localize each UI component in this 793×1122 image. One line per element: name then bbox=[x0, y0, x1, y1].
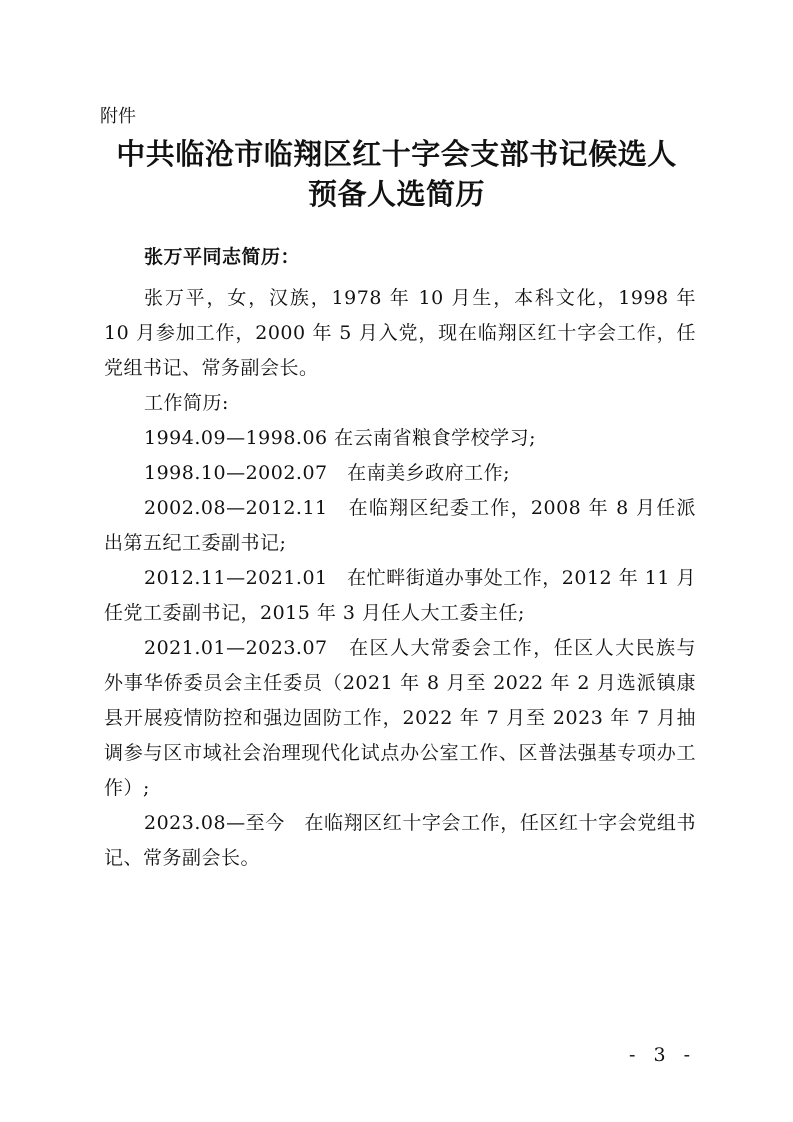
document-body bbox=[104, 240, 696, 876]
person-subheading: 张万平同志简历： bbox=[144, 246, 301, 268]
work-entry: 2023.08—至今 在临翔区红十字会工作，任区红十字会党组书记、常务副会长。 bbox=[104, 812, 696, 869]
work-entry: 2012.11—2021.01 在忙畔街道办事处工作，2012 年 11 月任党工委副书记，2015 年 3 月任人大工委主任; bbox=[104, 567, 696, 624]
work-history-heading: 工作简历: bbox=[144, 392, 229, 414]
work-entry: 2002.08—2012.11 在临翔区纪委工作，2008 年 8 月任派出第五纪工委副书记; bbox=[104, 497, 696, 554]
intro-paragraph: 张万平，女，汉族，1978 年 10 月生，本科文化，1998 年 10 月参加工作，2000 年 5 月入党，现在临翔区红十字会工作，任党组书记、常务副会长。 bbox=[104, 287, 696, 379]
work-entry: 2021.01—2023.07 在区人大常委会工作，任区人大民族与外事华侨委员会主任委员（2021 年 8 月至 2022 年 2 月选派镇康县开展疫情防控和强边固防工作，2022 年 7 月至 2023 年 7 月抽调参与区市域社会治理现代化试点办公室工作、区普法强基专项办工作）; bbox=[104, 637, 696, 799]
attachment-label: 附件 bbox=[100, 106, 136, 127]
document-title-line-2: 预备人选简历 bbox=[307, 177, 485, 211]
work-entry: 1994.09—1998.06 在云南省粮食学校学习; bbox=[144, 427, 537, 449]
work-entry: 1998.10—2002.07 在南美乡政府工作; bbox=[144, 462, 511, 484]
page-number: - 3 - bbox=[629, 1044, 697, 1066]
document-title-line-1: 中共临沧市临翔区红十字会支部书记候选人 bbox=[116, 137, 677, 171]
